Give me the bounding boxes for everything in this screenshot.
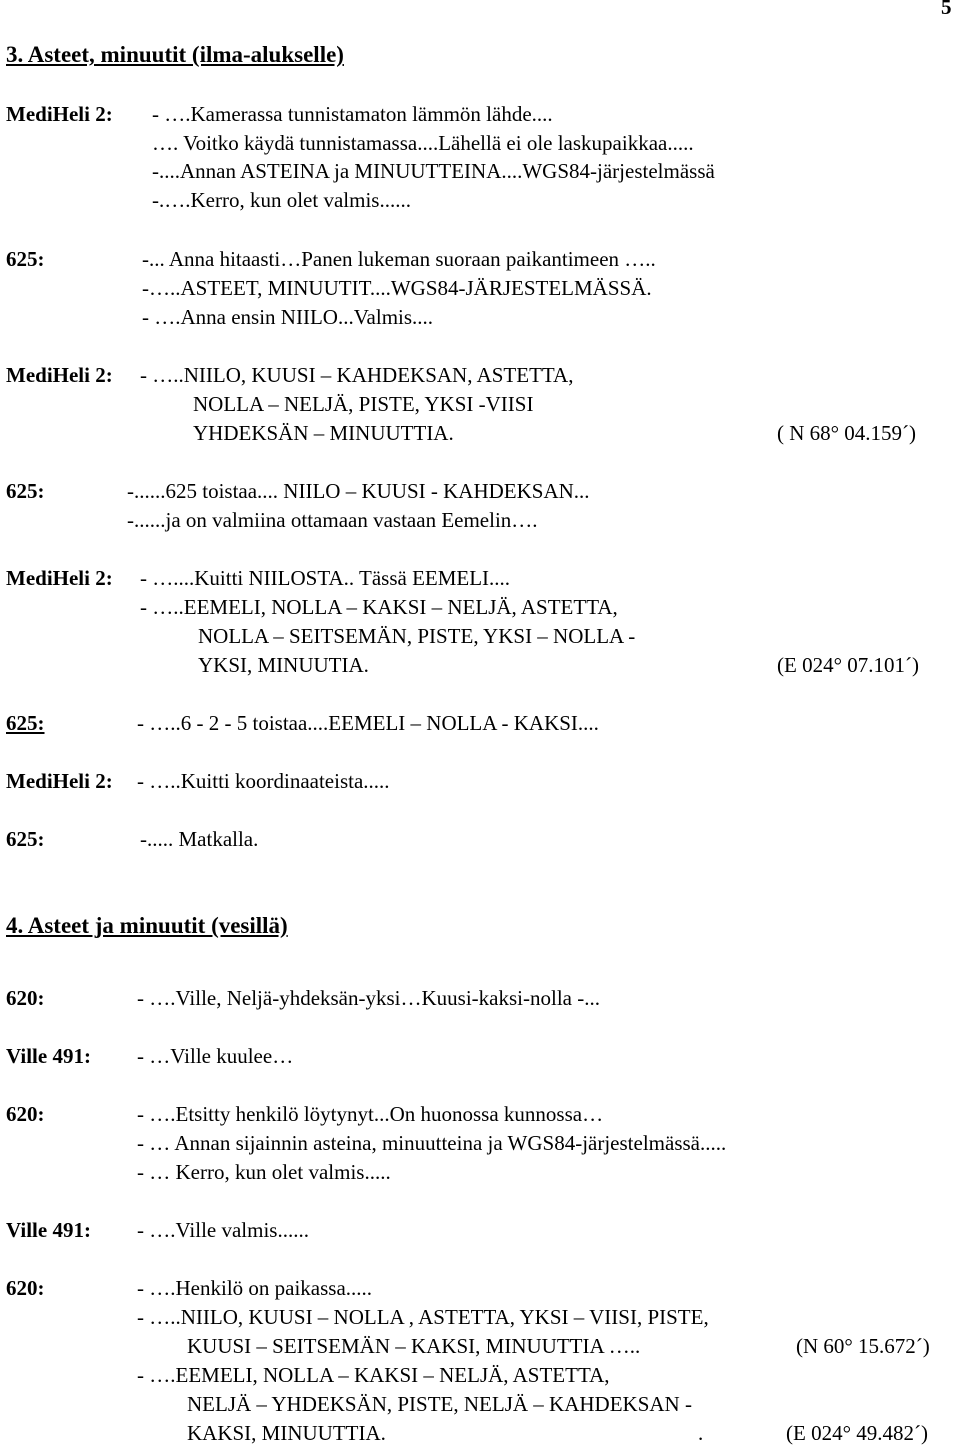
dialogue-line: -.….Kerro, kun olet valmis...... <box>152 188 411 212</box>
dialogue-line: KAKSI, MINUUTTIA. <box>187 1421 386 1445</box>
dialogue-line: …. Voitko käydä tunnistamassa....Lähellä ei ole laskupaikkaa..... <box>152 131 694 155</box>
dialogue-line: - …Ville kuulee… <box>137 1044 294 1068</box>
dialogue-line: -..... Matkalla. <box>140 827 259 851</box>
dialogue-line: - …..NIILO, KUUSI – KAHDEKSAN, ASTETTA, <box>140 363 574 387</box>
dialogue-line: - ….Ville valmis...... <box>137 1218 309 1242</box>
speaker-label: MediHeli 2: <box>6 102 113 126</box>
speaker-label: 625: <box>6 247 45 271</box>
dialogue-line: - …....Kuitti NIILOSTA.. Tässä EEMELI.... <box>140 566 511 590</box>
page-number: 5 <box>941 0 952 19</box>
speaker-label: 625: <box>6 827 45 851</box>
coordinate-reading: ( N 68° 04.159´) <box>777 421 917 445</box>
dialogue-line: YKSI, MINUUTIA. <box>198 653 369 677</box>
coordinate-reading: (E 024° 49.482´) <box>786 1421 928 1445</box>
dialogue-line: -... Anna hitaasti…Panen lukeman suoraan paikantimeen ….. <box>142 247 656 271</box>
dialogue-line: NOLLA – NELJÄ, PISTE, YKSI -VIISI <box>193 392 534 416</box>
dialogue-line: -......ja on valmiina ottamaan vastaan Eemelin…. <box>127 508 538 532</box>
coordinate-reading: (E 024° 07.101´) <box>777 653 919 677</box>
dialogue-line: -....Annan ASTEINA ja MINUUTTEINA....WGS84-järjestelmässä <box>152 159 715 183</box>
dialogue-line: - …..NIILO, KUUSI – NOLLA , ASTETTA, YKSI – VIISI, PISTE, <box>137 1305 709 1329</box>
dialogue-line: - …..Kuitti koordinaateista..... <box>137 769 390 793</box>
dialogue-line: - ….Kamerassa tunnistamaton lämmön lähde.... <box>152 102 553 126</box>
speaker-label: MediHeli 2: <box>6 566 113 590</box>
speaker-label: 620: <box>6 1102 45 1126</box>
section-3-heading: 3. Asteet, minuutit (ilma-alukselle) <box>6 42 344 67</box>
dialogue-line: -…..ASTEET, MINUUTIT....WGS84-JÄRJESTELMÄSSÄ. <box>142 276 652 300</box>
dialogue-line: - … Annan sijainnin asteina, minuutteina ja WGS84-järjestelmässä..... <box>137 1131 727 1155</box>
dialogue-line: - …..6 - 2 - 5 toistaa....EEMELI – NOLLA - KAKSI.... <box>137 711 599 735</box>
dialogue-line: NOLLA – SEITSEMÄN, PISTE, YKSI – NOLLA - <box>198 624 636 648</box>
speaker-label: 620: <box>6 1276 45 1300</box>
dialogue-line: - … Kerro, kun olet valmis..... <box>137 1160 391 1184</box>
speaker-label: Ville 491: <box>6 1218 91 1242</box>
speaker-label: 620: <box>6 986 45 1010</box>
dialogue-line: - ….Henkilö on paikassa..... <box>137 1276 373 1300</box>
speaker-label: MediHeli 2: <box>6 363 113 387</box>
dialogue-line: - …..EEMELI, NOLLA – KAKSI – NELJÄ, ASTETTA, <box>140 595 618 619</box>
speaker-label: Ville 491: <box>6 1044 91 1068</box>
dialogue-line: NELJÄ – YHDEKSÄN, PISTE, NELJÄ – KAHDEKSAN - <box>187 1392 692 1416</box>
dialogue-line: YHDEKSÄN – MINUUTTIA. <box>193 421 454 445</box>
dialogue-line: - ….Anna ensin NIILO...Valmis.... <box>142 305 434 329</box>
dialogue-line: - ….Ville, Neljä-yhdeksän-yksi…Kuusi-kaksi-nolla -... <box>137 986 600 1010</box>
section-4-heading: 4. Asteet ja minuutit (vesillä) <box>6 913 288 938</box>
dialogue-line: - ….EEMELI, NOLLA – KAKSI – NELJÄ, ASTETTA, <box>137 1363 610 1387</box>
coordinate-reading: (N 60° 15.672´) <box>796 1334 930 1358</box>
speaker-label: 625: <box>6 711 45 735</box>
speaker-label: 625: <box>6 479 45 503</box>
dialogue-line: - ….Etsitty henkilö löytynyt...On huonossa kunnossa… <box>137 1102 604 1126</box>
speaker-label: MediHeli 2: <box>6 769 113 793</box>
dialogue-line: KUUSI – SEITSEMÄN – KAKSI, MINUUTTIA ….. <box>187 1334 641 1358</box>
dialogue-line: -......625 toistaa.... NIILO – KUUSI - KAHDEKSAN... <box>127 479 590 503</box>
separator-dot: . <box>698 1421 704 1445</box>
